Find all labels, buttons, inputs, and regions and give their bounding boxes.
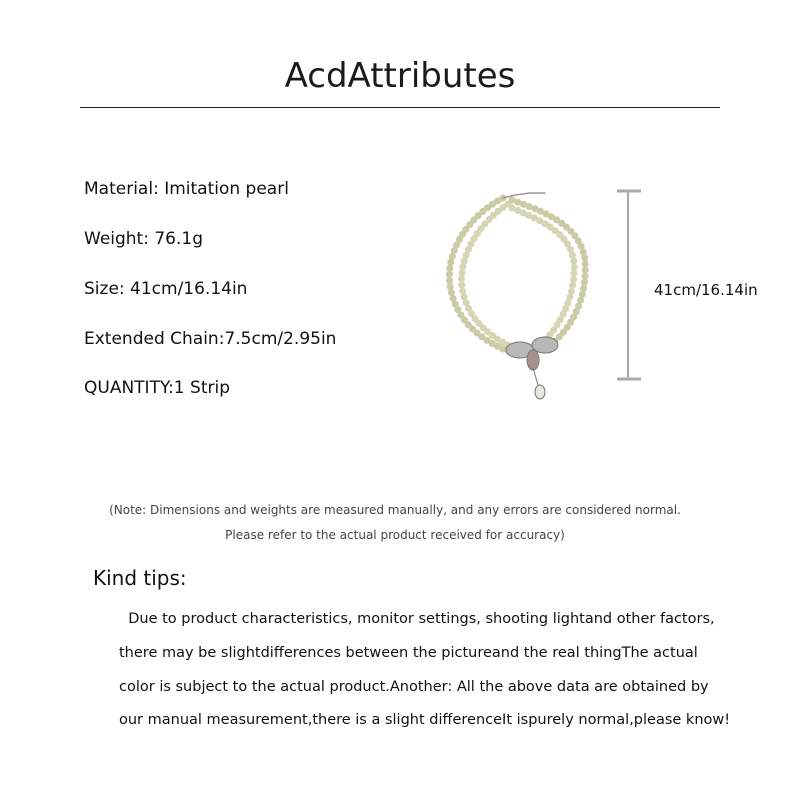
pendant <box>506 337 558 399</box>
spec-weight: Weight: 76.1g <box>84 229 203 249</box>
measure-label: 41cm/16.14in <box>654 281 758 299</box>
spec-material: Material: Imitation pearl <box>84 179 289 199</box>
note-line: Please refer to the actual product received for accuracy) <box>225 528 565 542</box>
page-title: AcdAttributes <box>284 56 516 96</box>
tips-heading: Kind tips: <box>93 566 187 590</box>
tip-line: Due to product characteristics, monitor settings, shooting lightand other factors, <box>119 611 715 627</box>
spec-extended-chain: Extended Chain:7.5cm/2.95in <box>84 329 337 349</box>
spec-size: Size: 41cm/16.14in <box>84 279 248 299</box>
measure-bar <box>617 191 641 379</box>
tip-line: our manual measurement,there is a slight differenceIt ispurely normal,please know! <box>119 712 731 728</box>
note-line: (Note: Dimensions and weights are measured manually, and any errors are considered normal. <box>109 503 681 517</box>
spec-quantity: QUANTITY:1 Strip <box>84 378 230 398</box>
tip-line: there may be slightdifferences between the pictureand the real thingThe actual <box>119 645 698 661</box>
tip-line: color is subject to the actual product.Another: All the above data are obtained by <box>119 679 709 695</box>
